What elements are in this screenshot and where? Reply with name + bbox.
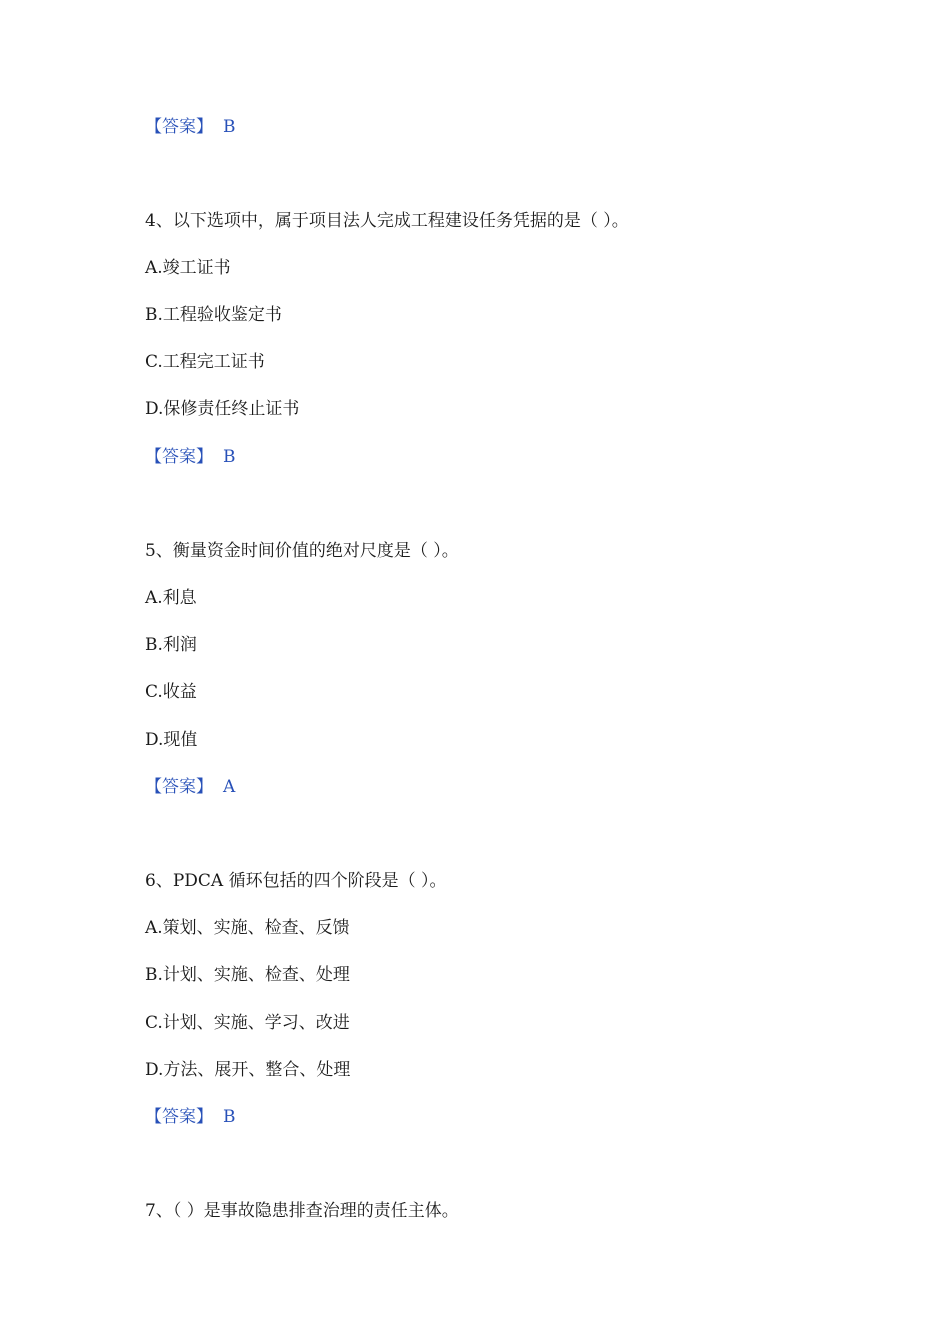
question-6-option-b: B.计划、实施、检查、处理 <box>145 965 350 985</box>
question-7-stem: 7、（ ）是事故隐患排查治理的责任主体。 <box>145 1201 459 1221</box>
question-4-option-c: C.工程完工证书 <box>145 352 265 372</box>
answer-value: B <box>223 1107 236 1127</box>
answer-prefix: 【答案】 <box>145 1107 213 1127</box>
answer-value: B <box>223 447 236 467</box>
question-4-stem: 4、以下选项中，属于项目法人完成工程建设任务凭据的是（ ）。 <box>145 211 629 231</box>
question-5-option-a: A.利息 <box>145 588 197 608</box>
answer-prefix: 【答案】 <box>145 447 213 467</box>
question-5-option-d: D.现值 <box>145 730 198 750</box>
question-6-option-c: C.计划、实施、学习、改进 <box>145 1013 350 1033</box>
answer-line-q6 <box>145 1106 236 1128</box>
question-4-option-d: D.保修责任终止证书 <box>145 399 300 419</box>
answer-prefix: 【答案】 <box>145 117 213 137</box>
question-5-option-c: C.收益 <box>145 682 197 702</box>
question-6-option-a: A.策划、实施、检查、反馈 <box>145 918 350 938</box>
question-4-option-a: A.竣工证书 <box>145 258 231 278</box>
answer-prefix: 【答案】 <box>145 777 213 797</box>
question-6-option-d: D.方法、展开、整合、处理 <box>145 1060 351 1080</box>
question-5-stem: 5、衡量资金时间价值的绝对尺度是（ ）。 <box>145 541 459 561</box>
question-5-option-b: B.利润 <box>145 635 197 655</box>
answer-value: A <box>223 777 236 797</box>
answer-value: B <box>223 117 236 137</box>
answer-line-q5 <box>145 776 235 798</box>
answer-line-q4 <box>145 446 236 468</box>
answer-line-q3 <box>145 116 236 138</box>
question-6-stem: 6、PDCA 循环包括的四个阶段是（ ）。 <box>145 871 447 891</box>
question-4-option-b: B.工程验收鉴定书 <box>145 305 282 325</box>
